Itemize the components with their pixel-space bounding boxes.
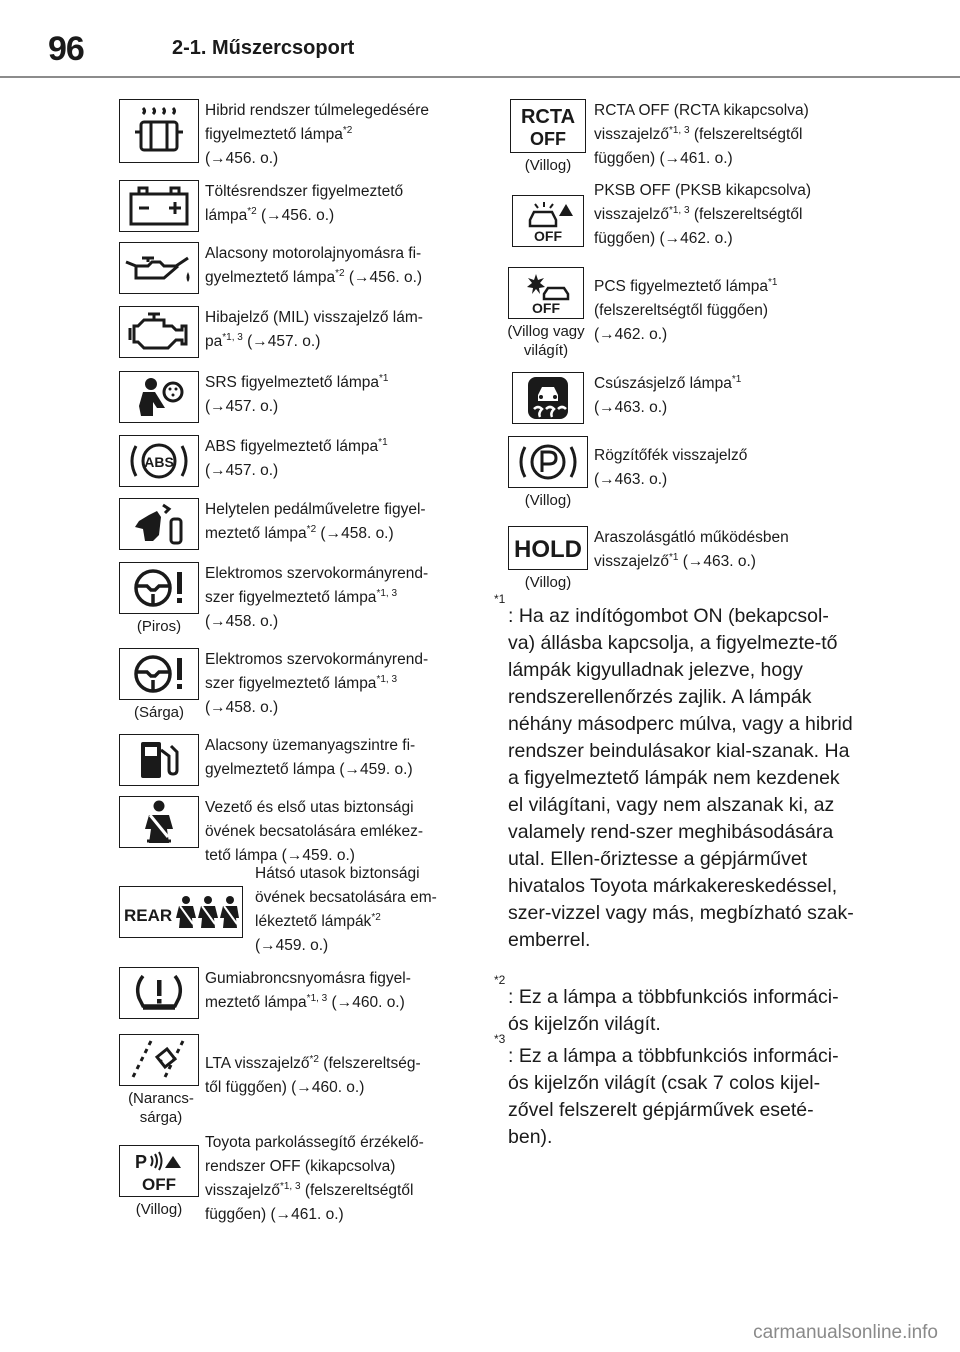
watermark: carmanualsonline.info [753, 1322, 938, 1343]
indicator-desc-line: meztető lámpa$^{*2}$ (→458. o.) [205, 524, 394, 542]
indicator-desc-line: lámpa$^{*2}$ (→456. o.) [205, 206, 335, 224]
parking-sensor-off-icon [119, 1145, 199, 1197]
indicator-desc-line: visszajelző$^{*1, 3}$ (felszereltségtől [594, 205, 803, 223]
footnote: *1 : Ha az indítógombot ON (bekapcsol-va) állásba kapcsolja, a figyelmezte-tő lámpák kigyulladnak jelezve, hogy rendszerellenőrzés zajlik. A lámpák néhány másodperc múlva, vagy a hibrid rendszer beindulásakor kial-szanak. Ha a figyelmeztető lámpák nem kezdenek el világítani, vagy nem alszanak ki, az valamely rend-szer meghibásodására utal. Ellen-őriztesse a gépjárművet hivatalos Toyota márkakereskedéssel, szer-vizzel vagy más, megbízható szak-emberrel. [494, 592, 854, 951]
indicator-desc-line: visszajelző$^{*1}$ (→463. o.) [594, 552, 756, 570]
parking-brake-icon [508, 436, 588, 488]
indicator-desc-line: Alacsony motorolajnyomásra fi- [205, 245, 422, 262]
indicator-desc-line: lékeztető lámpák$^{*2}$ [255, 912, 381, 930]
indicator-desc-line: (→457. o.) [205, 398, 279, 415]
svg-text:RCTA: RCTA [520, 106, 576, 128]
indicator-desc-line: pa$^{*1, 3}$ (→457. o.) [205, 332, 321, 350]
indicator-desc-line: PCS figyelmeztető lámpa$^{*1}$ [594, 277, 778, 295]
pksb-off-icon [512, 195, 584, 247]
indicator-desc-line: Gumiabroncsnyomásra figyel- [205, 970, 411, 987]
indicator-desc-line: Elektromos szervokormányrend- [205, 651, 429, 668]
abs-icon [119, 435, 199, 487]
indicator-desc-line: ABS figyelmeztető lámpa$^{*1}$ [205, 437, 388, 455]
low-fuel-icon [119, 734, 199, 786]
indicator-desc-line: gyelmeztető lámpa (→459. o.) [205, 761, 413, 778]
indicator-desc-line: visszajelző$^{*1, 3}$ (felszereltségtől [205, 1181, 414, 1199]
indicator-color-note: (Piros) [136, 618, 182, 635]
indicator-desc-line: PKSB OFF (PKSB kikapcsolva) [594, 182, 812, 199]
svg-text:OFF: OFF [142, 1175, 176, 1194]
indicator-desc-line: től függően) (→460. o.) [205, 1079, 365, 1096]
indicator-desc-line: (→459. o.) [255, 937, 329, 954]
check-engine-icon [119, 306, 199, 358]
rear-seatbelt-icon [119, 886, 243, 938]
indicator-color-note: (Villog) [524, 492, 572, 509]
indicator-desc-line: rendszer OFF (kikapcsolva) [205, 1158, 396, 1175]
footnote: *3 : Ez a lámpa a többfunkciós informáci-ós kijelzőn világít (csak 7 colos kijel-zővel felszerelt gépjárművek eseté-ben). [494, 1032, 839, 1148]
indicator-color-note: (Narancs-sárga) [128, 1090, 194, 1126]
indicator-desc-line: övének becsatolására emlékez- [205, 823, 423, 840]
indicator-desc-line: függően) (→461. o.) [594, 150, 733, 167]
indicator-desc-line: Elektromos szervokormányrend- [205, 565, 429, 582]
indicator-desc-line: gyelmeztető lámpa$^{*2}$ (→456. o.) [205, 268, 423, 286]
indicator-desc-line: figyelmeztető lámpa$^{*2}$ [205, 125, 353, 143]
indicator-desc-line: (→462. o.) [594, 326, 668, 343]
indicator-desc-line: Helytelen pedálműveletre figyel- [205, 501, 426, 518]
indicator-desc-line: függően) (→462. o.) [594, 230, 733, 247]
pedal-misoperation-icon [119, 498, 199, 550]
indicator-desc-line: Toyota parkolássegítő érzékelő- [205, 1134, 424, 1151]
svg-text:P: P [135, 1152, 148, 1172]
indicator-desc-line: (→458. o.) [205, 613, 279, 630]
indicator-desc-line: LTA visszajelző$^{*2}$ (felszereltség- [205, 1054, 421, 1072]
indicator-desc-line: (→463. o.) [594, 399, 668, 416]
indicator-desc-line: szer figyelmeztető lámpa$^{*1, 3}$ [205, 674, 398, 692]
indicator-desc-line: (felszereltségtől függően) [594, 302, 769, 319]
header-divider [0, 76, 960, 78]
indicator-desc-line: szer figyelmeztető lámpa$^{*1, 3}$ [205, 588, 398, 606]
indicator-desc-line: meztető lámpa$^{*1, 3}$ (→460. o.) [205, 993, 405, 1011]
indicator-desc-line: függően) (→461. o.) [205, 1206, 344, 1223]
battery-charge-icon [119, 180, 199, 232]
indicator-desc-line: Töltésrendszer figyelmeztető [205, 183, 404, 200]
indicator-color-note: (Villog) [135, 1201, 183, 1218]
slip-indicator-icon [512, 372, 584, 424]
indicator-desc-line: Hibrid rendszer túlmelegedésére [205, 102, 430, 119]
indicator-desc-line: tető lámpa (→459. o.) [205, 847, 355, 864]
svg-text:OFF: OFF [530, 129, 566, 149]
hybrid-overheat-icon [119, 99, 199, 163]
power-steering-icon [119, 562, 199, 614]
indicator-desc-line: (→458. o.) [205, 699, 279, 716]
oil-pressure-icon [119, 242, 199, 294]
indicator-desc-line: Rögzítőfék visszajelző [594, 447, 748, 464]
rcta-off-icon [510, 99, 586, 153]
indicator-desc-line: visszajelző$^{*1, 3}$ (felszereltségtől [594, 125, 803, 143]
svg-text:OFF: OFF [532, 300, 560, 316]
indicator-desc-line: SRS figyelmeztető lámpa$^{*1}$ [205, 373, 389, 391]
lta-icon [119, 1034, 199, 1086]
indicator-desc-line: RCTA OFF (RCTA kikapcsolva) [594, 102, 809, 119]
indicator-color-note: (Villog) [524, 157, 572, 174]
indicator-desc-line: (→456. o.) [205, 150, 279, 167]
power-steering-icon [119, 648, 199, 700]
indicator-color-note: (Villog vagy világít) [507, 323, 585, 359]
indicator-desc-line: (→457. o.) [205, 462, 279, 479]
section-title: 2-1. Műszercsoport [172, 37, 355, 59]
svg-text:ABS: ABS [144, 454, 174, 470]
seatbelt-icon [119, 796, 199, 848]
svg-text:REAR: REAR [124, 906, 173, 925]
indicator-desc-line: Hibajelző (MIL) visszajelző lám- [205, 309, 423, 326]
page-number: 96 [48, 30, 84, 68]
tire-pressure-icon [119, 967, 199, 1019]
indicator-desc-line: Alacsony üzemanyagszintre fi- [205, 737, 416, 754]
indicator-desc-line: Csúszásjelző lámpa$^{*1}$ [594, 374, 742, 392]
svg-text:OFF: OFF [534, 228, 562, 244]
srs-airbag-icon [119, 371, 199, 423]
indicator-color-note: (Sárga) [133, 704, 185, 721]
indicator-color-note: (Villog) [524, 574, 572, 591]
page-header [0, 0, 960, 80]
indicator-desc-line: (→463. o.) [594, 471, 668, 488]
indicator-desc-line: Araszolásgátló működésben [594, 529, 789, 546]
svg-text:HOLD: HOLD [514, 536, 582, 563]
footnote: *2 : Ez a lámpa a többfunkciós informáci-ós kijelzőn világít. [494, 973, 839, 1035]
indicator-desc-line: Hátsó utasok biztonsági [255, 865, 420, 882]
indicator-desc-line: övének becsatolására em- [255, 889, 437, 906]
pcs-icon [508, 267, 584, 319]
indicator-desc-line: Vezető és első utas biztonsági [205, 799, 414, 816]
hold-icon [508, 526, 588, 570]
